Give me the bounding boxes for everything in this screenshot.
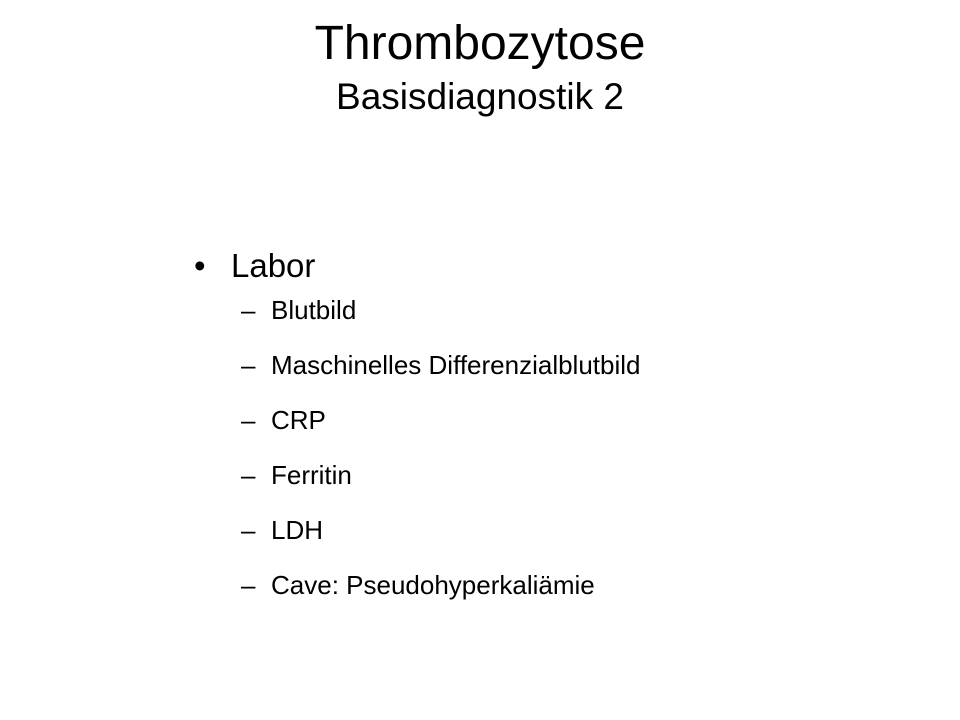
- dash-marker: –: [241, 515, 256, 545]
- sub-bullet-label: Cave: Pseudohyperkaliämie: [271, 570, 595, 600]
- slide-subtitle: Basisdiagnostik 2: [336, 76, 624, 117]
- dash-marker: –: [241, 570, 256, 600]
- content-area: [194, 243, 914, 624]
- dash-marker: –: [241, 405, 256, 435]
- sub-bullet-item: [241, 514, 914, 546]
- sub-bullet-item: [241, 459, 914, 491]
- sub-bullet-item: [241, 569, 914, 601]
- sub-bullet-label: Maschinelles Differenzialblutbild: [271, 350, 641, 380]
- dash-marker: –: [241, 295, 256, 325]
- sub-bullet-item: [241, 349, 914, 381]
- sub-bullet-label: LDH: [271, 515, 324, 545]
- bullet-label: Labor: [231, 247, 316, 284]
- bullet-item-labor: [194, 243, 914, 289]
- dash-marker: –: [241, 350, 256, 380]
- slide-title: Thrombozytose: [314, 17, 646, 70]
- dash-marker: –: [241, 460, 256, 490]
- bullet-marker: •: [194, 247, 206, 284]
- sub-bullet-list: [241, 294, 914, 601]
- sub-bullet-item: [241, 294, 914, 326]
- title-block: [0, 14, 960, 120]
- sub-bullet-label: Ferritin: [271, 460, 352, 490]
- sub-bullet-label: CRP: [271, 405, 326, 435]
- sub-bullet-label: Blutbild: [271, 295, 357, 325]
- sub-bullet-item: [241, 404, 914, 436]
